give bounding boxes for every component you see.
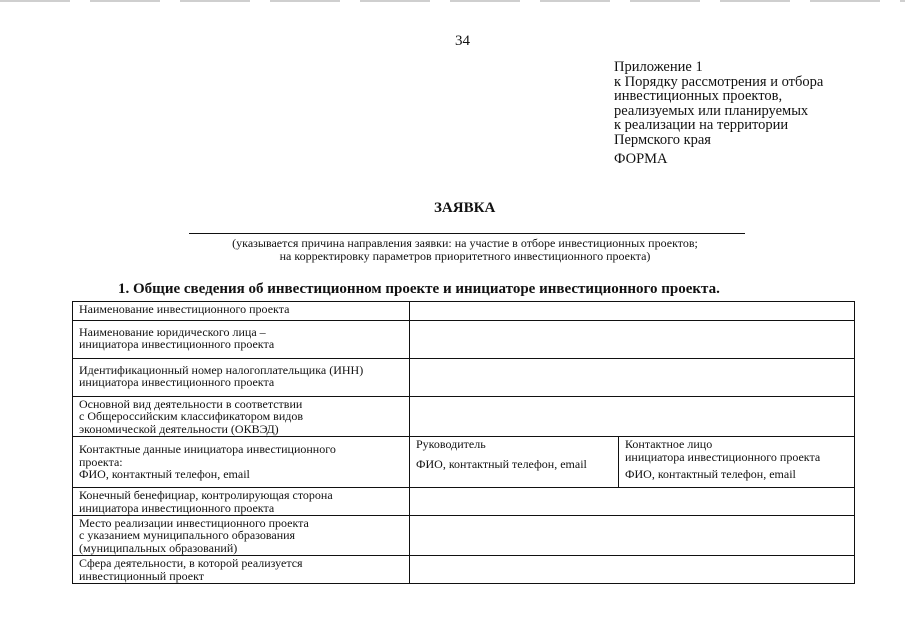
table-row xyxy=(73,397,855,437)
project-name-field[interactable] xyxy=(410,302,855,321)
reason-blank-line xyxy=(189,233,745,234)
appendix-line: Пермского края xyxy=(614,131,711,148)
row-label-inn: Идентификационный номер налогоплательщика (ИНН) инициатора инвестиционного проекта xyxy=(73,359,410,397)
table-row xyxy=(73,302,855,321)
table-row xyxy=(73,437,855,488)
table-row xyxy=(73,516,855,556)
table-row xyxy=(73,556,855,584)
head-contact-cell[interactable] xyxy=(410,437,619,488)
reason-note-line: на корректировку параметров приоритетного инвестиционного проекта) xyxy=(279,249,651,263)
reason-note xyxy=(180,237,750,263)
appendix-line: реализуемых или планируемых xyxy=(614,102,809,119)
location-field[interactable] xyxy=(410,516,855,556)
table-row xyxy=(73,359,855,397)
appendix-line: к Порядку рассмотрения и отбора xyxy=(614,73,824,90)
row-label-project-name: Наименование инвестиционного проекта xyxy=(73,302,410,321)
beneficiary-field[interactable] xyxy=(410,488,855,516)
sphere-field[interactable] xyxy=(410,556,855,584)
form-label: ФОРМА xyxy=(614,151,668,167)
scan-top-edge xyxy=(0,0,905,2)
okved-field[interactable] xyxy=(410,397,855,437)
head-fields: ФИО, контактный телефон, email xyxy=(416,456,587,471)
section-1-title: 1. Общие сведения об инвестиционном проекте и инициаторе инвестиционного проекта. xyxy=(118,281,720,297)
row-label-beneficiary: Конечный бенефициар, контролирующая сторона инициатора инвестиционного проекта xyxy=(73,488,410,516)
row-label-location: Место реализации инвестиционного проекта с указанием муниципального образования (муниципальных образований) xyxy=(73,516,410,556)
project-info-table xyxy=(72,301,855,584)
appendix-line: инвестиционных проектов, xyxy=(614,88,783,105)
row-label-legal-entity: Наименование юридического лица – инициатора инвестиционного проекта xyxy=(73,321,410,359)
head-title: Руководитель xyxy=(416,437,486,452)
contact-person-cell[interactable] xyxy=(619,437,855,488)
table-row xyxy=(73,321,855,359)
row-label-sphere: Сфера деятельности, в которой реализуется инвестиционный проект xyxy=(73,556,410,584)
reason-note-line: (указывается причина направления заявки: на участие в отборе инвестиционных проектов; xyxy=(232,236,698,250)
legal-entity-field[interactable] xyxy=(410,321,855,359)
row-label-okved: Основной вид деятельности в соответствии с Общероссийским классификатором видов экономической деятельности (ОКВЭД) xyxy=(73,397,410,437)
table-row xyxy=(73,488,855,516)
appendix-header xyxy=(614,60,874,148)
contact-person-subtitle: инициатора инвестиционного проекта xyxy=(625,449,821,464)
row-label-contacts: Контактные данные инициатора инвестиционного проекта: ФИО, контактный телефон, email xyxy=(73,437,410,488)
appendix-line: Приложение 1 xyxy=(614,59,703,75)
contact-person-title: Контактное лицо xyxy=(625,437,713,452)
inn-field[interactable] xyxy=(410,359,855,397)
document-title: ЗАЯВКА xyxy=(434,200,496,216)
appendix-line: к реализации на территории xyxy=(614,117,789,134)
page-number: 34 xyxy=(455,33,470,49)
contact-person-fields: ФИО, контактный телефон, email xyxy=(625,467,796,482)
